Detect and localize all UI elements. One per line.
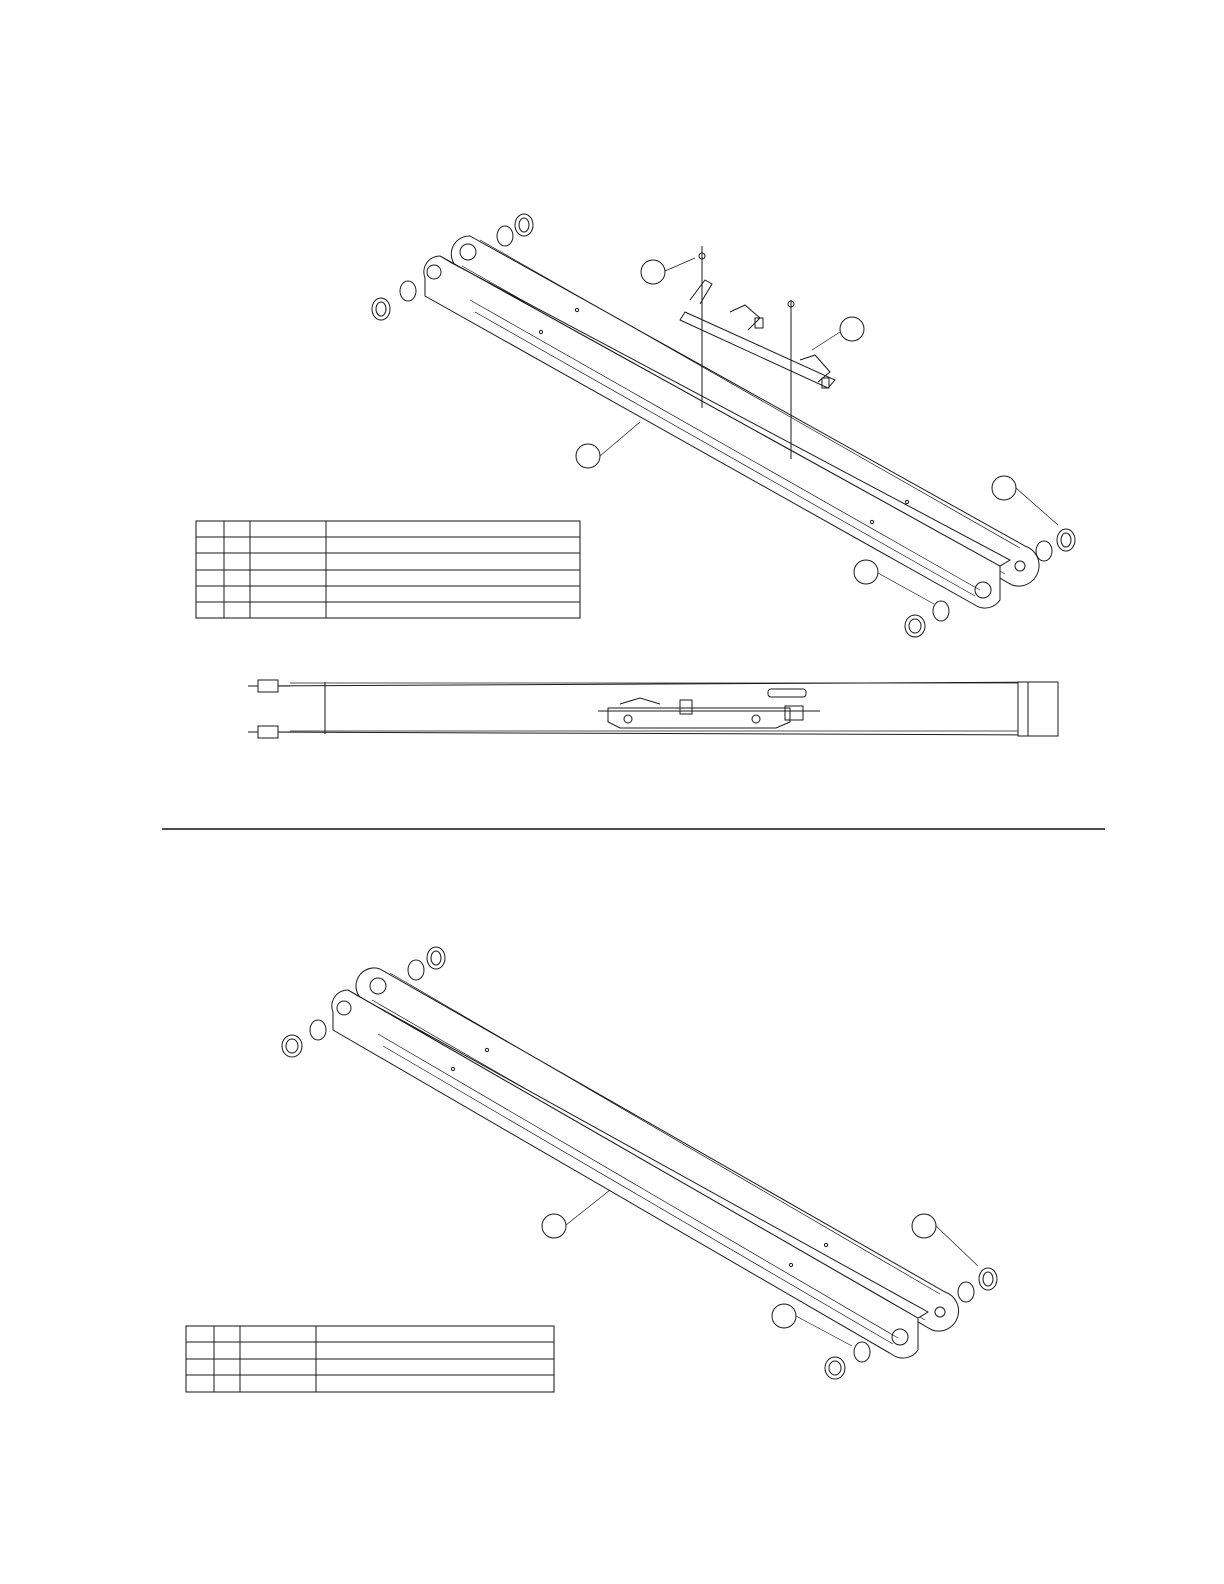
balloon-4 [992,476,1016,500]
balloon-5 [854,560,878,584]
lower-balloon-2 [912,1214,936,1238]
lower-parts-table [186,1326,554,1392]
lower-balloon-1 [542,1214,566,1238]
balloon-2 [840,317,864,341]
lower-isometric-assembly [282,947,997,1379]
upper-parts-table [196,521,580,618]
balloon-1 [641,260,665,284]
lower-balloon-3 [772,1304,796,1328]
balloon-3 [576,444,600,468]
plan-view-assembly [248,680,1058,738]
